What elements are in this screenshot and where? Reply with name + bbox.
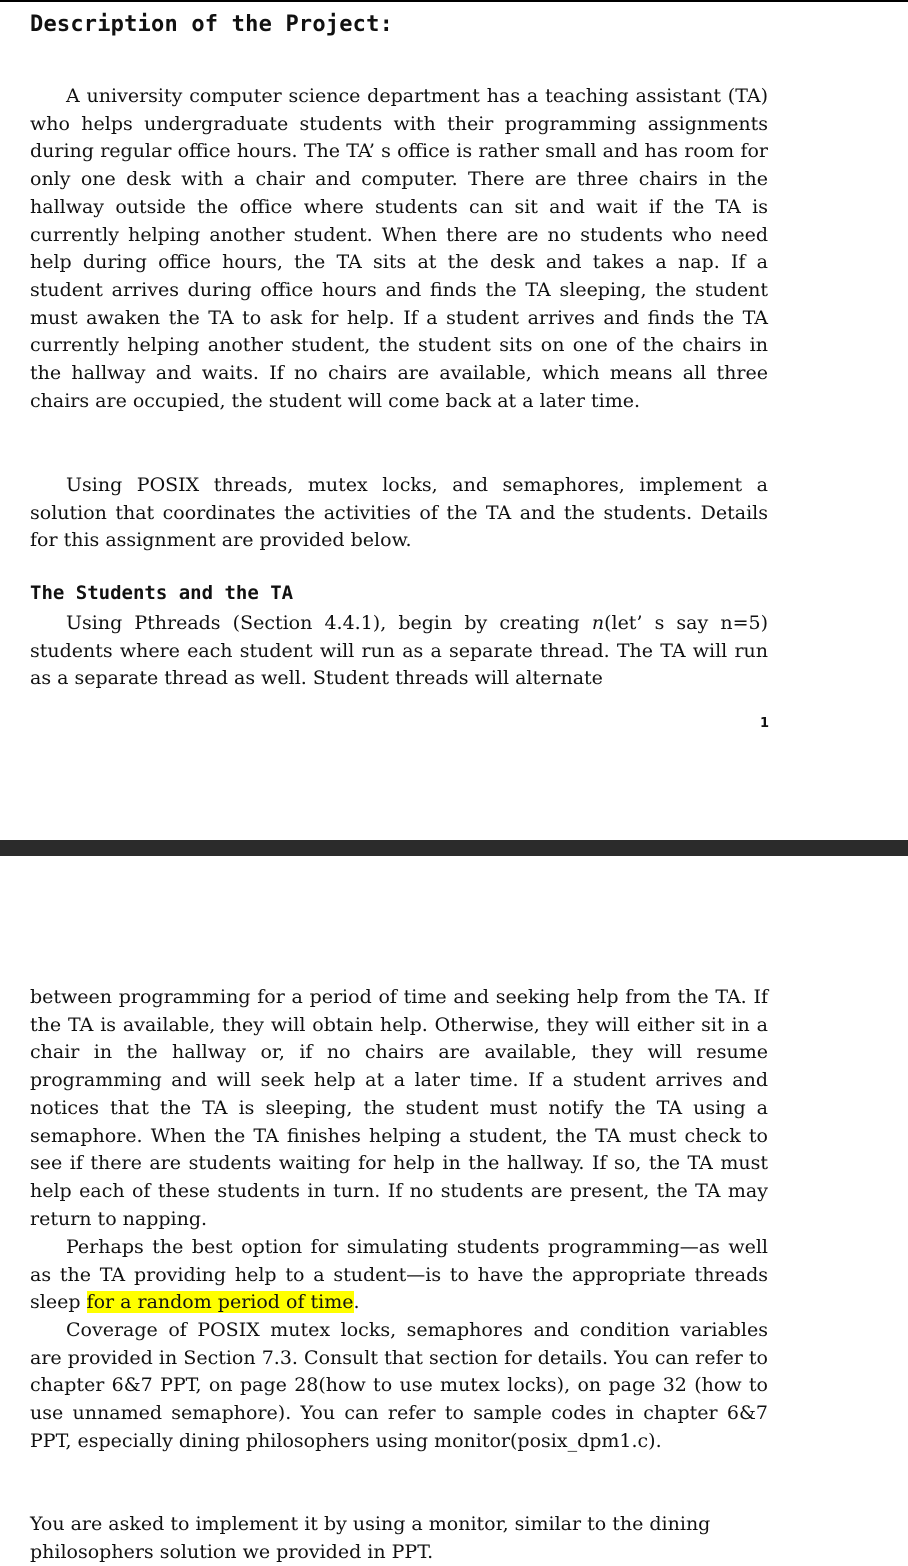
page-break-divider — [0, 840, 908, 856]
pthreads-paragraph — [30, 610, 768, 693]
page-number: 1 — [760, 716, 770, 731]
n-variable: n — [591, 612, 605, 634]
simulation-paragraph — [30, 1234, 768, 1317]
pthreads-text-end: (let’ s say n=5) students where each student will run as a separate thread. The TA will run as a separate thread as well. Student threads will alternate — [30, 612, 768, 690]
document-page-1 — [0, 2, 908, 840]
posix-paragraph: Using POSIX threads, mutex locks, and semaphores, implement a solution that coordinates the activities of the TA and the students. Details for this assignment are provided below. — [30, 474, 768, 552]
coverage-paragraph: Coverage of POSIX mutex locks, semaphores and condition variables are provided in Section 7.3. Consult that section for details. You can refer to chapter 6&7 PPT, on page 28(how to use mutex locks), on page 32 (how to use unnamed semaphore). You can refer to sample codes in chapter 6&7 PPT, especially dining philosophers using monitor(posix_dpm1.c). — [30, 1319, 768, 1452]
continuation-paragraph: between programming for a period of time and seeking help from the TA. If the TA is available, they will obtain help. Otherwise, they will either sit in a chair in the hallway or, if no chairs are available, they will resume programming and will seek help at a later time. If a student arrives and notices that the TA is sleeping, the student must notify the TA using a semaphore. When the TA finishes helping a student, the TA must check to see if there are students waiting for help in the hallway. If so, the TA must help each of these students in turn. If no students are present, the TA may return to napping. — [30, 986, 768, 1230]
pthreads-text-start: Using Pthreads (Section 4.4.1), begin by creating — [66, 612, 592, 634]
intro-paragraph: A university computer science department has a teaching assistant (TA) who helps undergraduate students with their programming assignments during regular office hours. The TA’ s office is rather small and has room for only one desk with a chair and computer. There are three chairs in the hallway outside the office where students can sit and wait if the TA is currently helping another student. When there are no students who need help during office hours, the TA sits at the desk and takes a nap. If a student arrives during office hours and finds the TA sleeping, the student must awaken the TA to ask for help. If a student arrives and finds the TA currently helping another student, the student sits on one of the chairs in the hallway and waits. If no chairs are available, which means all three chairs are occupied, the student will come back at a later time. — [30, 85, 768, 412]
students-ta-subheading: The Students and the TA — [30, 582, 294, 604]
highlighted-text: for a random period of time — [86, 1291, 354, 1314]
project-description-heading: Description of the Project: — [30, 12, 394, 37]
document-page-2 — [0, 856, 908, 1564]
monitor-instruction-paragraph: You are asked to implement it by using a monitor, similar to the dining philosophers solution we provided in PPT. — [30, 1513, 711, 1563]
simulation-text-end: . — [353, 1291, 360, 1314]
simulation-text-start: Perhaps the best option for simulating students programming—as well as the TA providing help to a student—is to have the appropriate threads sleep — [30, 1236, 768, 1314]
